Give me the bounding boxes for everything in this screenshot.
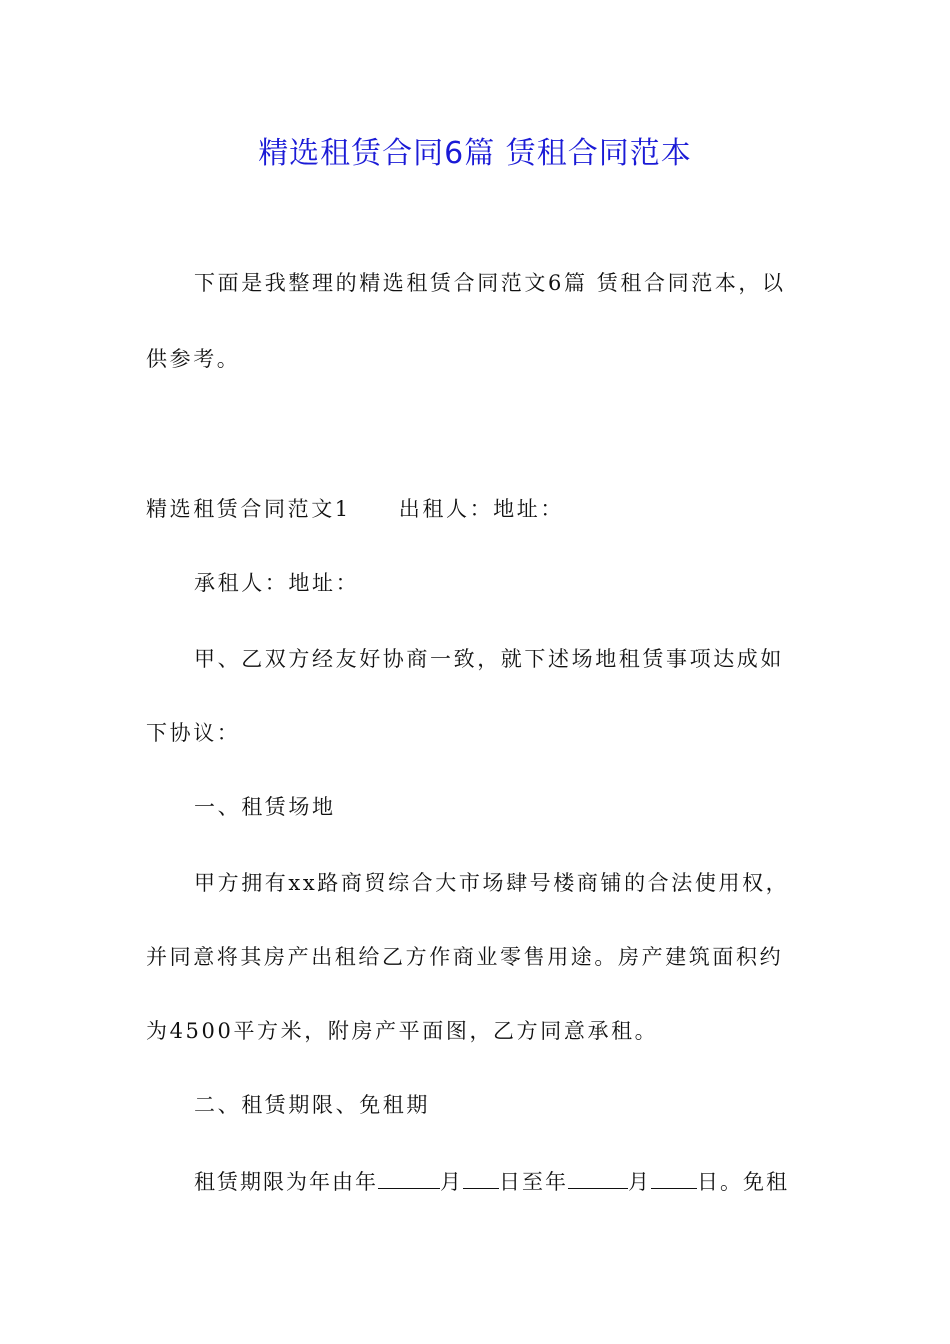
clause2-heading: 二、租赁期限、免租期	[194, 1093, 430, 1117]
clause1-heading: 一、租赁场地	[194, 795, 336, 819]
term-text-3: 日至年	[499, 1170, 568, 1194]
section1-heading: 精选租赁合同范文1	[146, 497, 351, 521]
lessee-field: 承租人：地址：	[194, 571, 360, 595]
intro-line-2: 供参考。	[146, 347, 241, 371]
blank-day-end	[651, 1166, 697, 1189]
clause1-line-2: 并同意将其房产出租给乙方作商业零售用途。房产建筑面积约	[146, 945, 784, 969]
document-title: 精选租赁合同6篇 赁租合同范本	[258, 136, 692, 171]
agreement-line-2: 下协议：	[146, 721, 241, 745]
lessor-field: 出租人：地址：	[398, 497, 564, 521]
blank-month-start	[378, 1166, 440, 1189]
term-text-2: 月	[440, 1170, 463, 1194]
term-text-4: 月	[628, 1170, 651, 1194]
clause1-line-3: 为4500平方米，附房产平面图，乙方同意承租。	[146, 1019, 659, 1043]
clause1-line-1: 甲方拥有xx路商贸综合大市场肆号楼商铺的合法使用权，	[194, 871, 790, 895]
clause2-term-line	[194, 1166, 806, 1197]
intro-line-1: 下面是我整理的精选租赁合同范文6篇 赁租合同范本，以	[194, 271, 786, 295]
term-text-5: 日。免租	[697, 1170, 789, 1194]
blank-day-start	[463, 1166, 499, 1189]
blank-month-end	[568, 1166, 628, 1189]
section1-heading-line	[146, 494, 806, 524]
term-text-1: 租赁期限为年由年	[194, 1170, 378, 1194]
agreement-line-1: 甲、乙双方经友好协商一致，就下述场地租赁事项达成如	[194, 647, 784, 671]
